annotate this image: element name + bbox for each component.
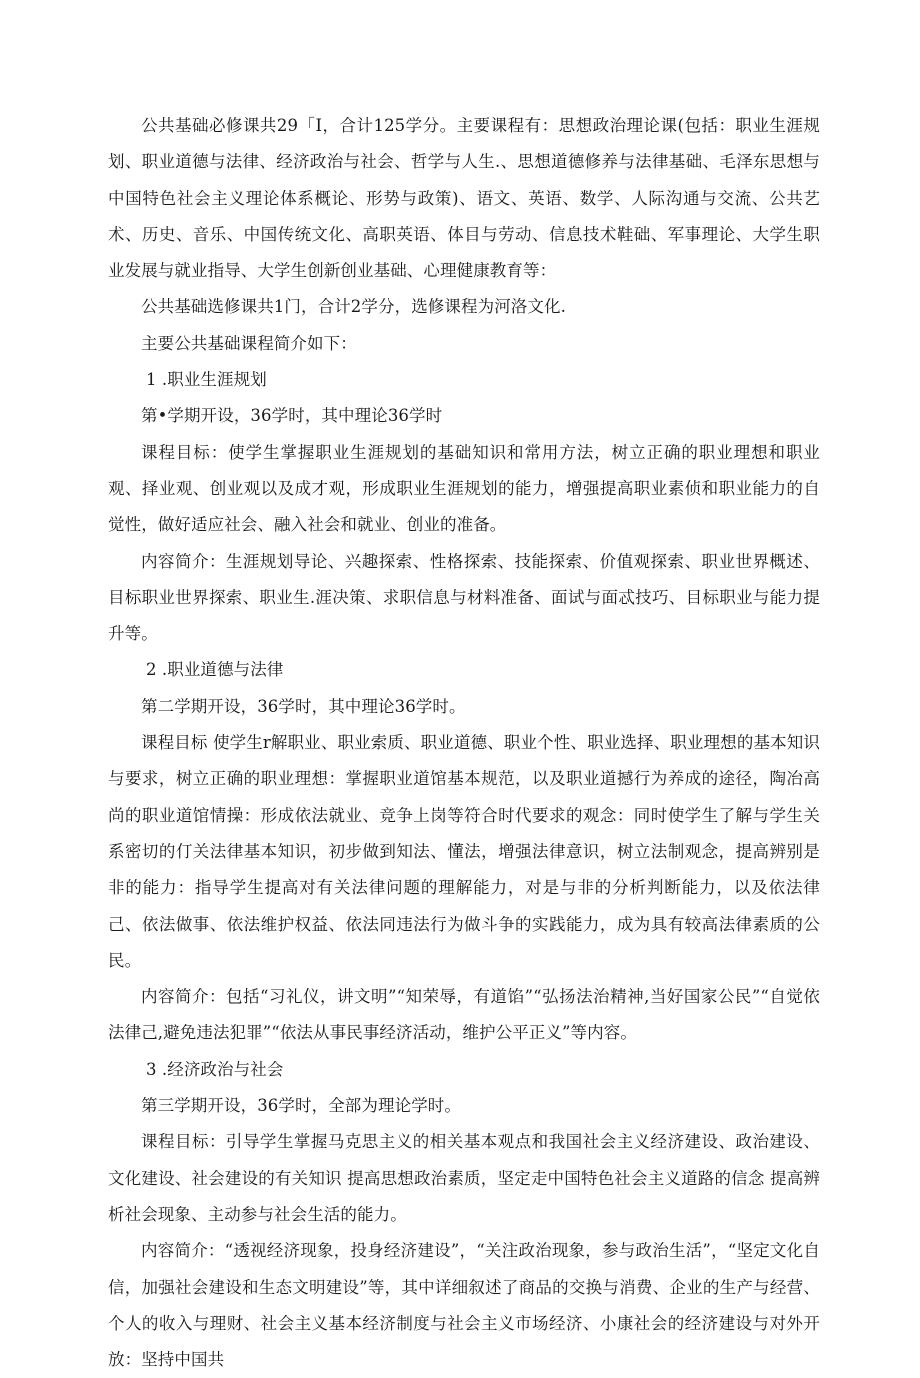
document-body bbox=[108, 108, 820, 1378]
paragraph-required-courses: 公共基础必修课共29「I，合计125学分。主要课程有：思想政治理论课(包括：职业生涯规划、职业道德与法律、经济政治与社会、哲学与人生.、思想道德修养与法律基础、毛泽东思想与中国特色社会主义理论体系概论、形势与政策)、语文、英语、数学、人际沟通与交流、公共艺术、历史、音乐、中国传统文化、高职英语、体目与劳动、信息技术鞋础、军事理论、大学生职业发展与就业指导、大学生创新创业基础、心理健康教育等： bbox=[108, 116, 820, 281]
paragraph-career-goals: 课程目标：使学生掌握职业生涯规划的基础知识和常用方法，树立正确的职业理想和职业观、择业观、创业观以及成才观，形成职业生涯规划的能力，增强提高职业素侦和职业能力的自觉性，做好适应社会、融入社会和就业、创业的准备。 bbox=[108, 442, 820, 535]
paragraph-economy-schedule: 第三学期开设，36学时，全部为理论学时。 bbox=[141, 1096, 461, 1116]
paragraph-ethics-goals: 课程目标 使学生r解职业、职业索质、职业道德、职业个性、职业选择、职业理想的基本知识与要求，树立正确的职业理想：掌握职业道馆基本规范，以及职业道撼行为养成的途径，陶冶高尚的职业道馆情操：形成依法就业、竞争上岗等符合时代要求的观念：同时使学生了解与学生关系密切的仃关法律基本知识，初步做到知法、懂法，增强法律意识，树立法制观念，提高辨别是非的能力：指导学生提高对有关法律问题的理解能力，对是与非的分析判断能力，以及依法律己、依法做事、依法维护权益、依法同违法行为做斗争的实践能力，成为具有较高法律素质的公民。 bbox=[108, 733, 820, 970]
paragraph-ethics-content: 内容简介：包括“习礼仪，讲文明”“知荣辱，有道馅”“弘扬法治精神,当好国家公民”“自觉依法律己,避免违法犯罪”“依法从事民事经济活动，维护公平正义”等内容。 bbox=[108, 987, 820, 1043]
paragraph-elective-courses: 公共基础选修课共1门，合计2学分，选修课程为河洛文化. bbox=[141, 297, 566, 317]
paragraph-career-schedule: 第•学期开设，36学时，其中理论36学时 bbox=[141, 406, 443, 426]
paragraph-economy-content: 内容简介：“透视经济现象，投身经济建设”，“关注政治现象，参与政治生活”，“坚定文化自信，加强社会建设和生态文明建设”等，其中详细叙述了商品的交换与消费、企业的生产与经营、个人的收入与理财、社会主义基本经济制度与社会主义市场经济、小康社会的经济建设与对外开放：坚持中国共 bbox=[108, 1241, 820, 1370]
section-heading-economy-politics: 3 .经济政治与社会 bbox=[145, 1059, 284, 1079]
paragraph-career-content: 内容简介：生涯规划导论、兴趣探索、性格探索、技能探索、价值观探索、职业世界概述、目标职业世界探索、职业生.涯决策、求职信息与材料准备、面试与面忒技巧、目标职业与能力提升等。 bbox=[108, 551, 820, 644]
section-heading-career-planning: 1 .职业生涯规划 bbox=[145, 370, 267, 390]
section-heading-ethics-law: 2 .职业道德与法律 bbox=[145, 660, 284, 680]
paragraph-ethics-schedule: 第二学期开设，36学时，其中理论36学时。 bbox=[141, 696, 466, 716]
paragraph-intro: 主要公共基础课程简介如下： bbox=[141, 333, 357, 353]
paragraph-economy-goals: 课程目标：引导学生掌握马克思主义的相关基本观点和我国社会主义经济建设、政治建设、文化建设、社会建设的有关知识 提高思想政治素质，坚定走中国特色社会主义道路的信念 提高辨析社会现象、主动参与社会生活的能力。 bbox=[108, 1132, 820, 1224]
